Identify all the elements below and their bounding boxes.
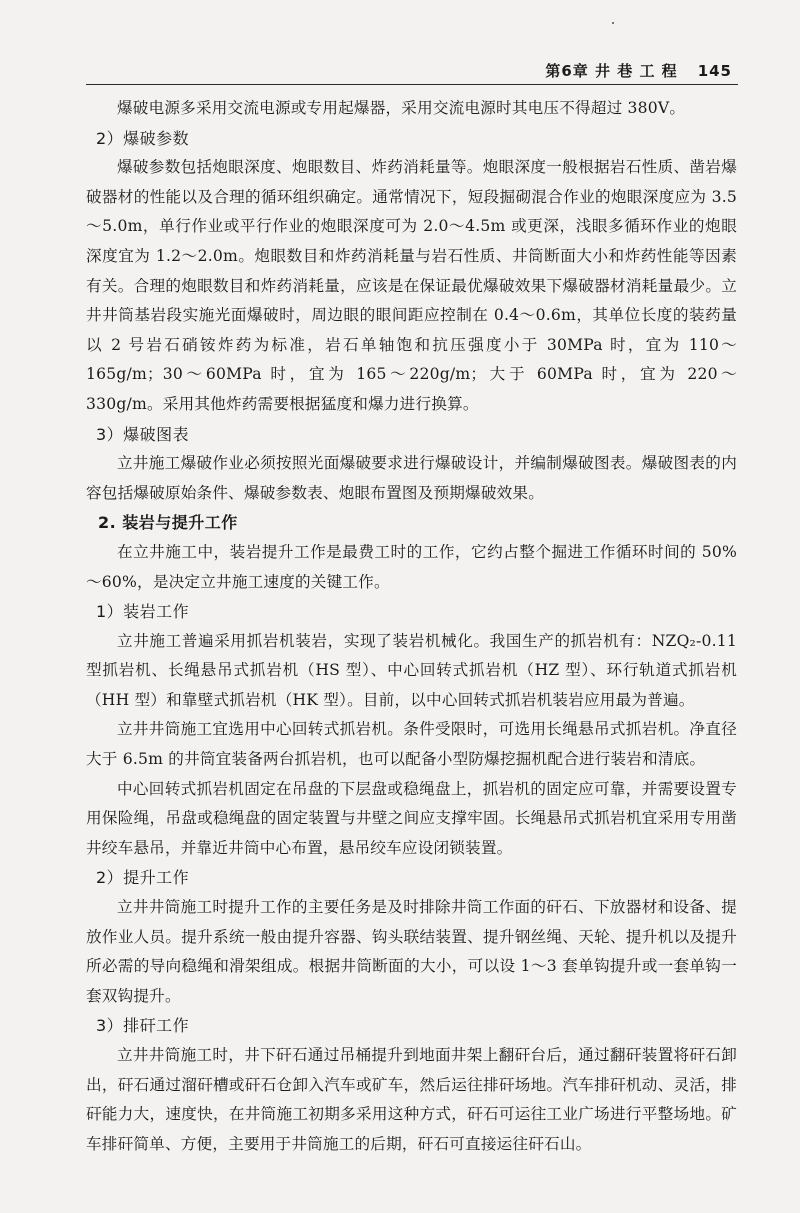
paragraph-rock-loading-2: 立井井筒施工宜选用中心回转式抓岩机。条件受限时，可选用长绳悬吊式抓岩机。净直径大于 6.5m 的井筒宜装备两台抓岩机，也可以配备小型防爆挖掘机配合进行装岩和清底。 [86, 720, 737, 769]
header-right [545, 60, 732, 81]
chapter-title: 第6章 井 巷 工 程 [545, 62, 678, 80]
paragraph-power-source: 爆破电源多采用交流电源或专用起爆器，采用交流电源时其电压不得超过 380V。 [117, 99, 686, 117]
page-body [86, 94, 737, 1159]
heading-rock-loading: 1）装岩工作 [96, 602, 190, 622]
paragraph-hoisting: 立井井筒施工时提升工作的主要任务是及时排除井筒工作面的矸石、下放器材和设备、提放作业人员。提升系统一般由提升容器、钩头联结装置、提升钢丝绳、天轮、提升机以及提升所必需的导向稳绳和滑架组成。根据井筒断面的大小，可以设 1～3 套单钩提升或一套单钩一套双钩提升。 [86, 898, 737, 1005]
scan-speck [612, 22, 614, 24]
heading-waste-removal: 3）排矸工作 [96, 1016, 190, 1036]
paragraph-rock-loading-3: 中心回转式抓岩机固定在吊盘的下层盘或稳绳盘上，抓岩机的固定应可靠，并需要设置专用保险绳，吊盘或稳绳盘的固定装置与井壁之间应支撑牢固。长绳悬吊式抓岩机宜采用专用凿井绞车悬吊，并靠近井筒中心布置，悬吊绞车应设闭锁装置。 [86, 779, 737, 857]
paragraph-loading-hoisting: 在立井施工中，装岩提升工作是最费工时的工作，它约占整个掘进工作循环时间的 50%～60%，是决定立井施工速度的关键工作。 [86, 542, 737, 591]
paragraph-waste-removal: 立井井筒施工时，井下矸石通过吊桶提升到地面井架上翻矸台后，通过翻矸装置将矸石卸出，矸石通过溜矸槽或矸石仓卸入汽车或矿车，然后运往排矸场地。汽车排矸机动、灵活，排矸能力大，速度快，在井筒施工初期多采用这种方式，矸石可运往工业广场进行平整场地。矿车排矸简单、方便，主要用于井筒施工的后期，矸石可直接运往矸石山。 [86, 1046, 737, 1153]
running-header [86, 60, 738, 85]
paragraph-rock-loading-1: 立井施工普遍采用抓岩机装岩，实现了装岩机械化。我国生产的抓岩机有：NZQ₂-0.11 型抓岩机、长绳悬吊式抓岩机（HS 型）、中心回转式抓岩机（HZ 型）、环行轨道式抓岩机（HH 型）和靠壁式抓岩机（HK 型）。目前，以中心回转式抓岩机装岩应用最为普遍。 [86, 631, 737, 709]
paragraph-blast-chart: 立井施工爆破作业必须按照光面爆破要求进行爆破设计，并编制爆破图表。爆破图表的内容包括爆破原始条件、爆破参数表、炮眼布置图及预期爆破效果。 [86, 454, 737, 502]
heading-hoisting: 2）提升工作 [96, 868, 190, 888]
section-heading-loading-hoisting: 2. 装岩与提升工作 [98, 513, 238, 533]
paragraph-blast-parameters: 爆破参数包括炮眼深度、炮眼数目、炸药消耗量等。炮眼深度一般根据岩石性质、凿岩爆破器材的性能以及合理的循环组织确定。通常情况下，短段掘砌混合作业的炮眼深度应为 3.5～5.0m，单行作业或平行作业的炮眼深度可为 2.0～4.5m 或更深，浅眼多循环作业的炮眼深度宜为 1.2～2.0m。炮眼数目和炸药消耗量与岩石性质、井筒断面大小和炸药性能等因素有关。合理的炮眼数目和炸药消耗量，应该是在保证最优爆破效果下爆破器材消耗量最少。立井井筒基岩段实施光面爆破时，周边眼的眼间距应控制在 0.4～0.6m，其单位长度的装药量以 2 号岩石硝铵炸药为标准，岩石单轴饱和抗压强度小于 30MPa 时，宜为 110～165g/m；30～60MPa 时，宜为 165～220g/m；大于 60MPa 时，宜为 220～330g/m。采用其他炸药需要根据猛度和爆力进行换算。 [86, 158, 737, 413]
heading-blast-parameters: 2）爆破参数 [96, 128, 190, 148]
heading-blast-chart: 3）爆破图表 [96, 424, 190, 444]
page-number: 145 [697, 62, 732, 80]
